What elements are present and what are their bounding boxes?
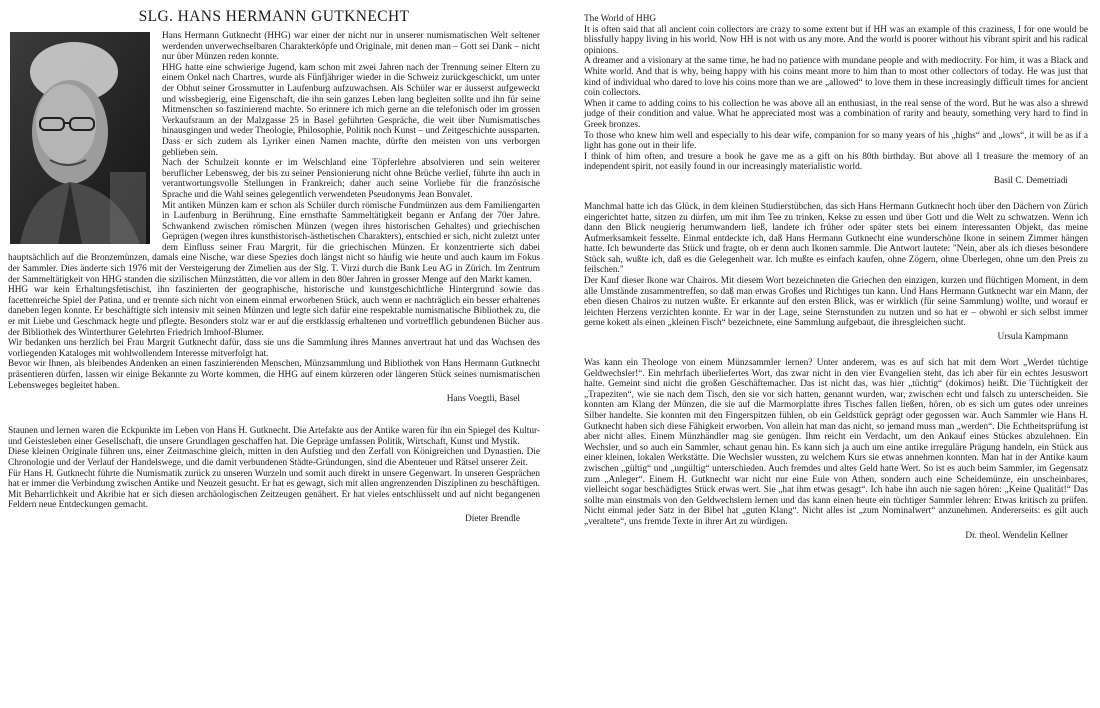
signature-kellner: Dr. theol. Wendelin Kellner [965,530,1068,541]
brendle-text [8,426,540,511]
portrait-photo [10,32,150,244]
paragraph: Nach der Schulzeit konnte er im Welschland eine Töpferlehre absolvieren und sein weiterer beruflicher Lebensweg, der bis zu seiner Pensionierung nicht ohne Brüche verlief, führte ihn auch in verantwortungsvolle Stellungen in Frankreich; daher auch seine Vorliebe für die französische Sprache und die Wahl seines gelegentlich verwendeten Pseudonyms Jean Bonvalet. [162,158,540,200]
demetriadi-text [584,14,1088,173]
right-page [552,0,1100,708]
foreword-text [8,31,540,391]
paragraph: Mit antiken Münzen kam er schon als Schüler durch römische Fundmünzen aus dem Familiengarten in Laufenburg in Berührung. Eine ernsthafte Sammeltätigkeit begann er Anfang der 70er Jahre. Schwankend zwischen römischen Münzen (wegen ihres historischen Gehaltes) und griechischen Geprägen (wegen ihres kunsthistorisch-ästhetischen Charakters), entschied er sich, nicht zuletzt unter dem Einfluss seiner Frau Margrit, für die griechischen Münzen. Er konzentrierte sich dabei hauptsächlich auf die Bronzemünzen, damals eine Nische, war diese Spezies doch längst nicht so häufig wie heute und auch kaum im Fokus der Sammler. Dies änderte sich 1976 mit der Versteigerung der Zimelien aus der Slg. T. Virzi durch die Bank Leu AG in Zürich. Im Zentrum der Sammeltätigkeit von HHG standen die sizilischen Münzstätten, die vor allem in den 80er Jahren in grosser Menge auf den Markt kamen. [8,200,540,285]
section-heading: The World of HHG [584,14,657,24]
paragraph: HHG hatte eine schwierige Jugend, kam schon mit zwei Jahren nach der Trennung seiner Eltern zu einem Onkel nach Chartres, wurde als Fünfjähriger wieder in die Schweiz zurückgeschickt, um unter der Obhut seiner Grossmutter in Laufenburg aufzuwachsen. Als Schüler war er äusserst aufgeweckt und wissbegierig, eine Eigenschaft, die ihn sein ganzes Leben lang begleiten sollte und ihn für seine Mitmenschen so faszinierend machte. So erinnere ich mich gerne an die telefonisch oder im grossen Verkaufsraum an der Malzgasse 25 in Basel geführten Gespräche, die weit über Numismatisches hinausgingen und weder Theologie, Philosophie, Politik noch Kunst – und Zeitgeschichte aussparten. Dass er sich zudem als Lyriker einen Namen machte, dürfte den meisten von uns verborgen geblieben sein. [162,62,540,158]
signature-demetriadi: Basil C. Demetriadi [993,175,1068,186]
paragraph: Diese kleinen Originale führen uns, einer Zeitmaschine gleich, mitten in den Aufstieg und den Zerfall von Königreichen und Dynastien. Die Chronologie und der Verlauf der Handelswege, und die damit verbundenen Städte-Gründungen, sind die Abenteuer und Rätsel unserer Zeit. [8,447,540,468]
portrait-image [10,32,150,244]
paragraph: Bevor wir Ihnen, als bleibendes Andenken an einen faszinierenden Menschen, Münzsammlung und Bibliothek von Hans Hermann Gutknecht präsentieren dürfen, lassen wir einige Bekannte zu Worte kommen, die HHG auf einem kürzeren oder längeren Stück seines numismatischen Lebensweges begleitet haben. [8,359,540,391]
paragraph: Hans Hermann Gutknecht (HHG) war einer der nicht nur in unserer numismatischen Welt seltener werdenden unverwechselbaren Charakterköpfe und Originale, mit denen man – Gott sei Dank – nicht nur über Münzen reden konnte. [162,31,540,63]
section-gap [8,408,540,426]
paragraph: To those who knew him well and especially to his dear wife, companion for so many years of his „highs“ and „lows“, it will be as if a light has gone out in their life. [584,130,1088,152]
kampmann-text [584,202,1088,329]
kellner-text [584,358,1088,528]
paragraph: Manchmal hatte ich das Glück, in dem kleinen Studierstübchen, das sich Hans Hermann Gutknecht hoch über den Dächern von Zürich eingerichtet hatte, sitzen zu dürfen, um mit ihm Tee zu trinken, Kekse zu essen und über Gott und die Welt zu schwatzen. Wenn ich dann den Blick neugierig herumwandern ließ, landete ich früher oder später stets bei einem interessanten Objekt, das meine Aufmerksamkeit fesselte. Einmal entdeckte ich, daß Hans Hermann Gutknecht eine wunderschöne Ikone in seinem Zimmer hängen hatte. Ich bewunderte das Stück und fragte, ob er denn auch Ikonen sammle. Die Antwort lautete: "Nein, aber als ich dieses besondere Stück sah, wußte ich, daß es die Gelegenheit war. Ich mußte es einfach kaufen, ohne Zögern, ohne Überlegen, ohne um den Preis zu feilschen." [584,201,1088,276]
page-title: SLG. HANS HERMANN GUTKNECHT [138,8,410,25]
paragraph: It is often said that all ancient coin collectors are crazy to some extent but if HH was an example of this craziness, I for one would be blissfully happy living in his world. Now HH is not with us any more. And the world is poorer without his vibrant spirit and his radical opinions. [584,24,1088,56]
paragraph: Staunen und lernen waren die Eckpunkte im Leben von Hans H. Gutknecht. Die Artefakte aus der Antike waren für ihn ein Spiegel des Kultur- und Geistesleben einer Gesellschaft, die unsere Grundlagen geschaffen hat. Die Gepräge umfassen Politik, Wirtschaft, Kunst und Mystik. [8,426,540,447]
paragraph: When it came to adding coins to his collection he was above all an enthusiast, in the real sense of the word. But he was also a shrewd judge of their condition and value. What he appreciated most was a combination of rarity and beauty, something very hard to find in Greek bronzes. [584,98,1088,130]
section-gap [584,190,1088,202]
signature-voegtli: Hans Voegtli, Basel [446,394,520,405]
signature-kampmann: Ursula Kampmann [997,332,1068,343]
paragraph: HHG war kein Erhaltungsfetischist, ihn faszinierten der geographische, historische und kunstgeschichtliche Hintergrund sowie das facettenreiche Spiel der Patina, und er trennte sich nicht von einem einmal erworbenen Stück, auch wenn er nachträglich ein besser erhaltenes daneben legen konnte. Er beschäftigte sich intensiv mit seinen Münzen und legte sich dafür eine respektable numismatische Bibliothek zu, die er mit Liebe und Geschmack hegte und pflegte. Besonders stolz war er auf die erstklassig erhaltenen und vortrefflich gebundenen Bücher aus der Bibliothek des Winterthurer Gelehrten Friedrich Imhoof-Blumer. [8,285,540,338]
paragraph: I think of him often, and tresure a book he gave me as a gift on his 80th birthday. But above all I treasure the memory of an independent spirit, not easily found in our increasingly materialistic world. [584,151,1088,173]
paragraph: Was kann ein Theologe von einem Münzsammler lernen? Unter anderem, was es auf sich hat mit dem Wort „Werdet tüchtige Geldwechsler!“. Ein mehrfach überliefertes Wort, das zwar nicht in den vier Evangelien steht, das ich aber für ein echtes Jesuswort halte. Gemeint sind nicht die großen Geschäftemacher. Das ist nicht das, was hier „tüchtig“ (dokimos) heißt. Die Tüchtigkeit der „Trapeziten“, wie sie nach dem Tisch, den sie vor sich hatten, genannt wurden, war, zwischen echt und falsch zu unterscheiden. Sie konnten am Klang der Münzen, die sie auf die Marmorplatte ihres Tisches fallen ließen, hören, ob es sich um gutes oder unreines Silber handelte. Sie konnten mit den Fingerspitzen fühlen, ob ein Geldstück geprägt oder gegossen war. Auch Sammler wie Hans H. Gutknecht haben sich diese Fähigkeit erworben. Von allein hat man das nicht, so jemand muss man „werden“. Die Echtheitsprüfung ist aber nicht alles. Einem Münzhändler mag sie genügen. Ihm reicht ein Verdacht, um den Ankauf eines Stückes abzulehnen. Ein Wechsler, und so auch ein Sammler, schaut genau hin. Es kann sich ja auch um eine antike irreguläre Prägung handeln, ein Stück aus einer kleinen, lokalen Werkstätte. Die Wechsler wussten, zu welchem Kurs sie etwas annehmen konnten. Man hat in der Antike kaum zwischen „gültig“ und „ungültig“ unterschieden. Auch fremdes und altes Geld hatte Wert. So ist es auch beim Sammler, im Gegensatz zum „Anleger“. Einem H. Gutknecht war nicht nur eine Eule von Athen, sondern auch eine Scheidemünze, ein unscheinbares, vielleicht sogar beschädigtes Stück etwas wert. Sie „hat ihm etwas gesagt“. Ich habe ihn auch nie sagen hören: „Keine Qualität!“ Das sollte man einstmals von den Geldwechslern lernen und das kann einen heute ein tüchtiger Sammler lehren: Etwas kritisch zu prüfen. Nicht einmal jeder Satz in der Bibel hat „guten Klang“. Nicht alles ist „zum Nominalwert“ anzunehmen. Andererseits: es gilt auch „veraltete“, uns fremde Texte in ihrer Art zu würdigen. [584,358,1088,527]
paragraph: A dreamer and a visionary at the same time, he had no patience with mundane people and with mediocrity. For him, it was a Black and White world. And that is why, being happy with his coins meant more to him than to most other collectors of today. He was just that kind of individual who dared to love his coins more than we are „allowed“ to love them in these increasingly difficult times for ancient coin collectors. [584,56,1088,99]
section-gap [584,346,1088,358]
paragraph: Der Kauf dieser Ikone war Chairos. Mit diesem Wort bezeichneten die Griechen den einzigen, kurzen und flüchtigen Moment, in dem alle Umstände zusammentreffen, so daß man etwas Großes und Richtiges tun kann. Und Hans Hermann Gutknecht war ein Mann, der eben diesen Chairos zu nutzen wußte. Er erkannte auf den ersten Blick, was er wirklich (für seine Sammlung) wollte, und worauf er leichten Herzens verzichten konnte. Er war in der Lage, seine Sternstunden zu nutzen und so hat er – obwohl er sich selbst immer gerne kokett als einen „kleinen Fisch“ bezeichnete, eine Sammlung aufgebaut, die ihresgleichen sucht. [584,276,1088,329]
signature-brendle: Dieter Brendle [465,513,520,524]
paragraph: Für Hans H. Gutknecht führte die Numismatik zurück zu unseren Wurzeln und somit auch direkt in unsere Gegenwart. In unseren Gesprächen hat er immer die Verbindung zwischen Antike und Neuzeit gesucht. Er hat es gewagt, sich mit allen angrenzenden Disziplinen zu beschäftigen. Mit Beharrlichkeit und Akribie hat er sich diesen archäologischen Zeitzeugen genähert. Er hat vieles entschlüsselt und auf nicht begangenen Feldern neue Entdeckungen gemacht. [8,468,540,511]
paragraph: Wir bedanken uns herzlich bei Frau Margrit Gutknecht dafür, dass sie uns die Sammlung ihres Mannes anvertraut hat und das Wachsen des vorliegenden Kataloges mit wohlwollendem Interesse mitverfolgt hat. [8,338,540,359]
